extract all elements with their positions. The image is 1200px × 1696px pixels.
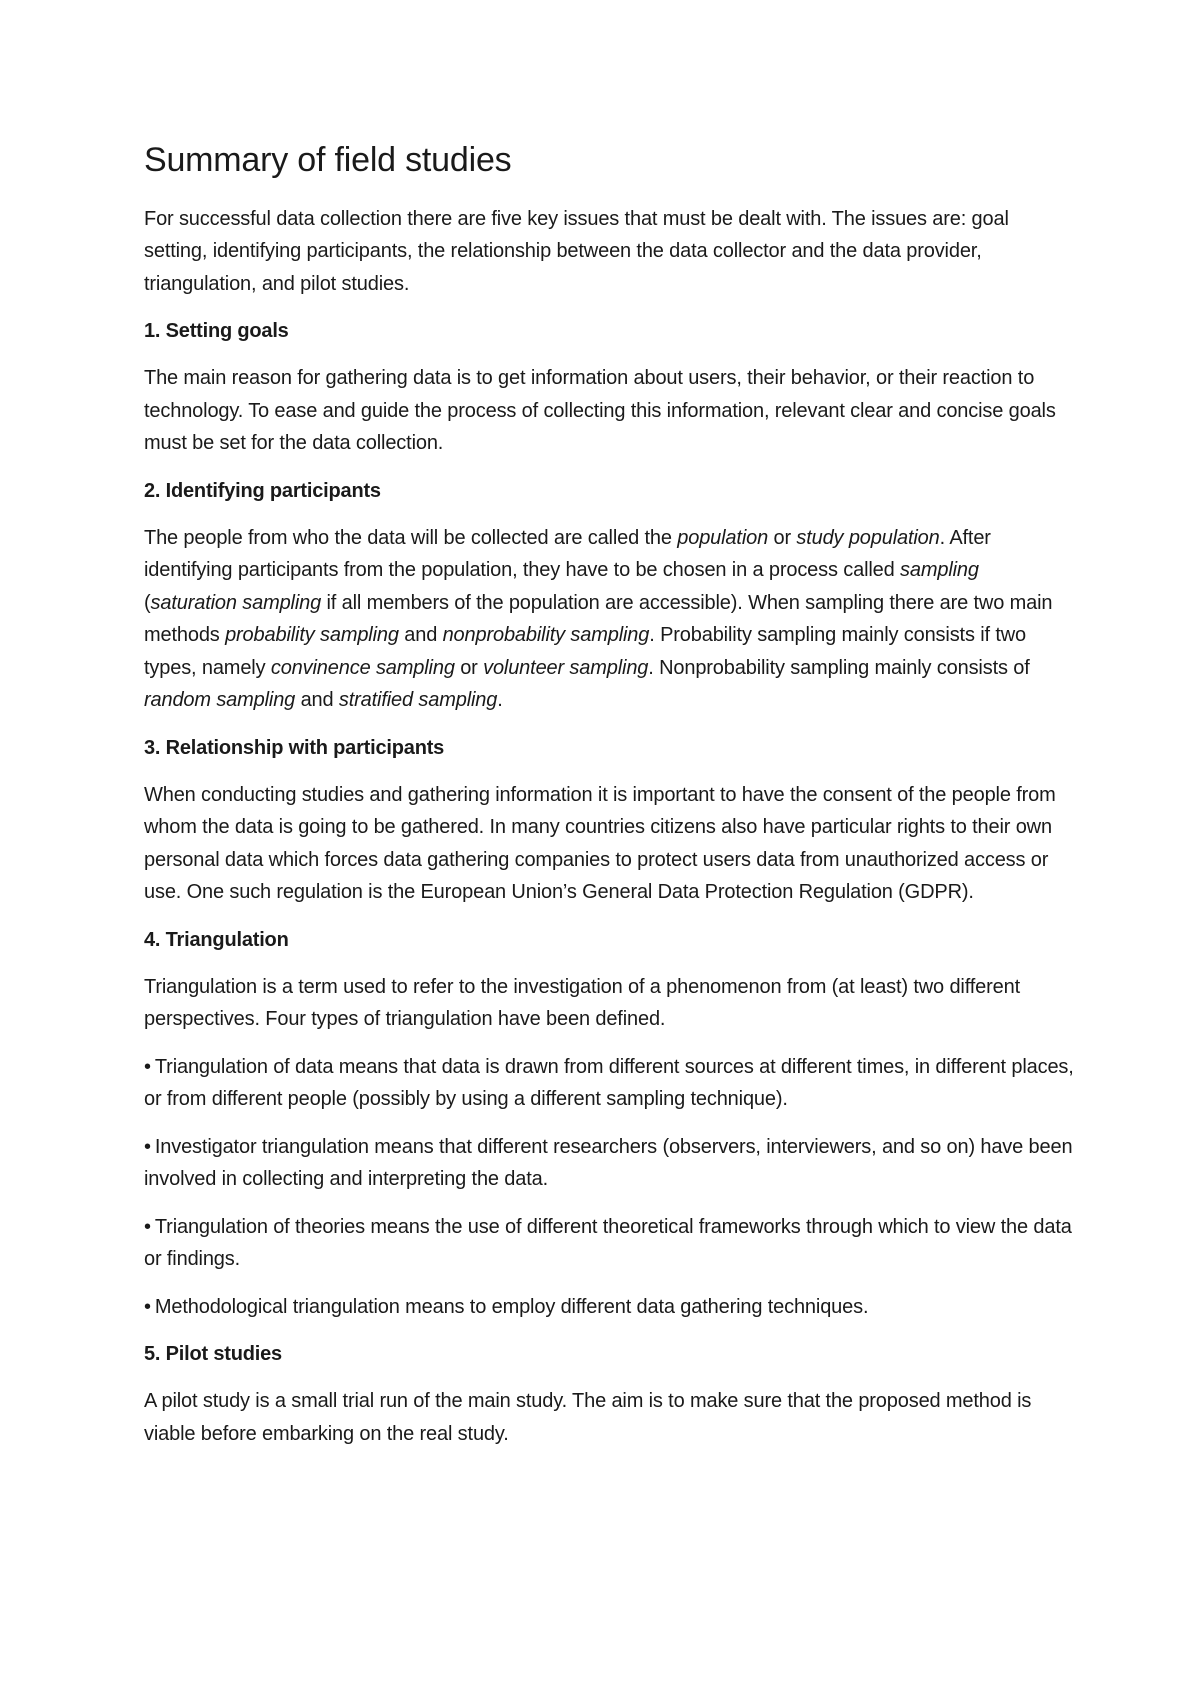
pilot-studies-paragraph: A pilot study is a small trial run of the main study. The aim is to make sure that the proposed method is viable before embarking on the real study.: [144, 1390, 1032, 1445]
bullet-text: Investigator triangulation means that different researchers (observers, interviewers, and so on) have been involved in collecting and interpreting the data.: [144, 1135, 1073, 1191]
bullet-text: Methodological triangulation means to employ different data gathering techniques.: [154, 1295, 869, 1318]
term-probability-sampling: probability sampling: [225, 624, 399, 647]
section-heading-triangulation: 4. Triangulation: [144, 928, 289, 951]
term-saturation-sampling: saturation sampling: [150, 591, 322, 614]
text-run: The people from who the data will be collected are called the: [144, 526, 678, 549]
bullet-item-methodological-triangulation: [144, 1291, 1074, 1324]
term-population: population: [677, 526, 769, 549]
term-volunteer-sampling: volunteer sampling: [483, 656, 649, 679]
section-heading-identifying-participants: 2. Identifying participants: [144, 479, 381, 502]
bullet-icon: •: [144, 1295, 151, 1318]
document-title: Summary of field studies: [144, 141, 512, 179]
text-run: .: [497, 689, 503, 712]
bullet-icon: •: [144, 1055, 151, 1078]
text-run: . After identifying participants from the population, they have to be chosen in a process called: [144, 526, 991, 582]
text-run: . Nonprobability sampling mainly consists of: [648, 656, 1030, 679]
term-convinence-sampling: convinence sampling: [270, 656, 455, 679]
relationship-paragraph: When conducting studies and gathering information it is important to have the consent of the people from whom the data is going to be gathered. In many countries citizens also have particular rights to their own personal data which forces data gathering companies to protect users data from unauthorized access or use. One such regulation is the European Union’s General Data Protection Regulation (GDPR).: [144, 783, 1056, 904]
bullet-item-data-triangulation: [144, 1051, 1074, 1116]
intro-paragraph: For successful data collection there are five key issues that must be dealt with. The issues are: goal setting, identifying participants, the relationship between the data collector and the data provider, triangulation, and pilot studies.: [144, 207, 1009, 295]
bullet-text: Triangulation of theories means the use of different theoretical frameworks through which to view the data or findings.: [144, 1215, 1072, 1271]
text-run: . Probability sampling mainly consists if two types, namely: [144, 624, 1026, 679]
text-run: and: [295, 689, 339, 712]
setting-goals-paragraph: The main reason for gathering data is to get information about users, their behavior, or their reaction to technology. To ease and guide the process of collecting this information, relevant clear and concise goals must be set for the data collection.: [144, 367, 1056, 455]
text-run: or: [454, 656, 484, 679]
bullet-icon: •: [144, 1135, 151, 1158]
section-heading-relationship: 3. Relationship with participants: [144, 736, 445, 759]
text-run: and: [398, 624, 443, 647]
term-study-population: study population: [796, 526, 940, 549]
document-page: [144, 140, 1074, 1465]
term-sampling: sampling: [900, 559, 979, 582]
triangulation-paragraph: Triangulation is a term used to refer to the investigation of a phenomenon from (at least) two different perspectives. Four types of triangulation have been defined.: [144, 975, 1020, 1031]
section-heading-pilot-studies: 5. Pilot studies: [144, 1343, 282, 1366]
term-random-sampling: random sampling: [144, 689, 296, 712]
section-heading-setting-goals: 1. Setting goals: [144, 320, 289, 343]
bullet-text: Triangulation of data means that data is drawn from different sources at different times, in different places, or from different people (possibly by using a different sampling technique).: [144, 1055, 1074, 1111]
bullet-item-investigator-triangulation: [144, 1131, 1074, 1196]
text-run: or: [768, 526, 797, 549]
bullet-item-theory-triangulation: [144, 1211, 1074, 1276]
text-run: if all members of the population are accessible). When sampling there are two main methods: [144, 591, 1053, 647]
term-nonprobability-sampling: nonprobability sampling: [442, 624, 650, 647]
text-run: (: [144, 591, 151, 614]
identifying-participants-paragraph: [144, 522, 1074, 717]
term-stratified-sampling: stratified sampling: [338, 689, 498, 712]
bullet-icon: •: [144, 1215, 151, 1238]
